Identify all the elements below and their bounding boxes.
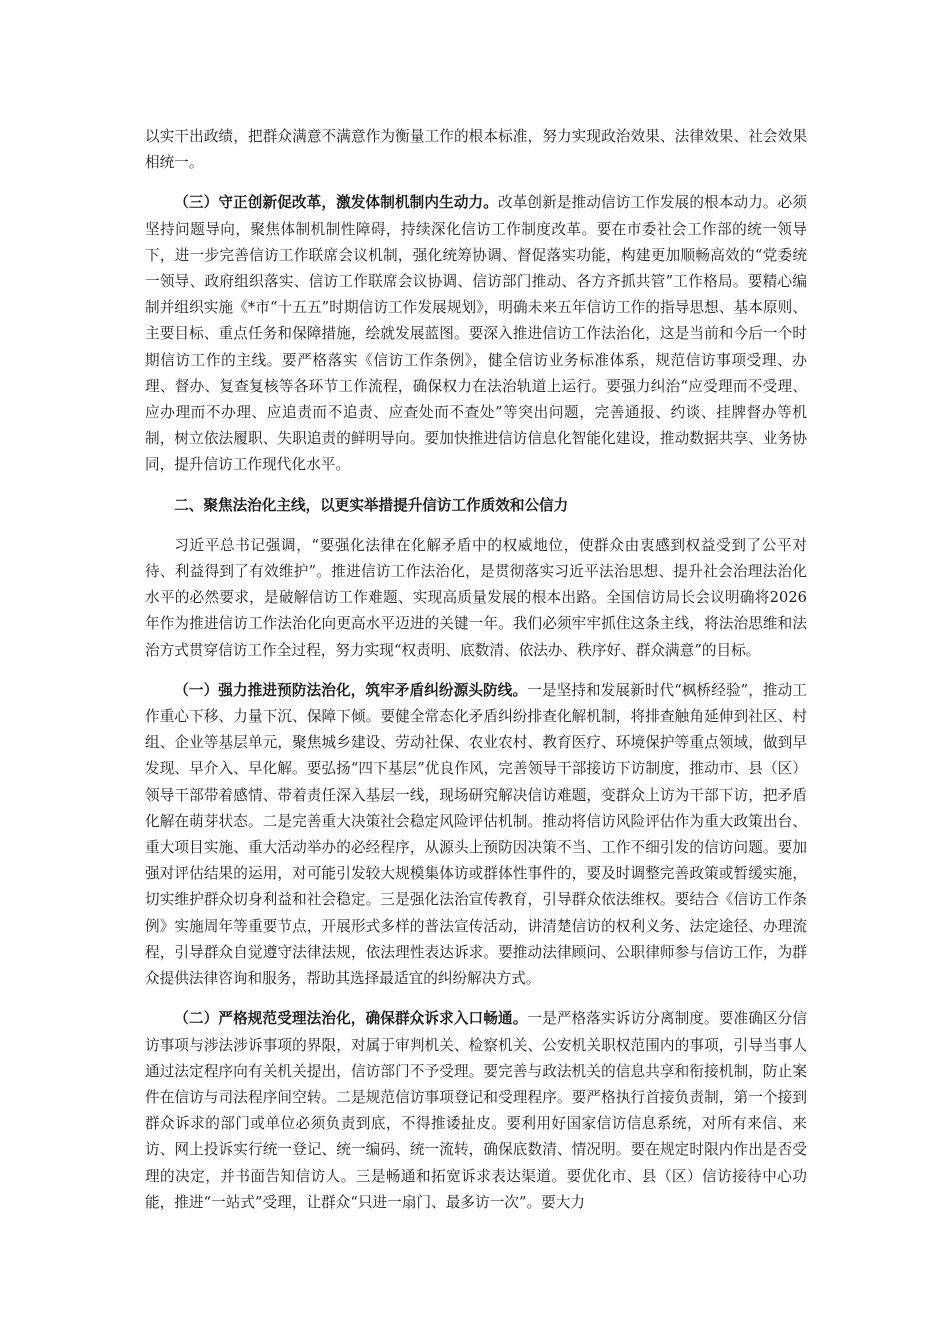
xi-quote-text: 习近平总书记强调，“要强化法律在化解矛盾中的权威地位，使群众由衷感到权益受到了公平对待、利益得到了有效维护”。推进信访工作法治化，是贯彻落实习近平法治思想、提升社会治理法治化水平的必然要求，是破解信访工作难题、实现高质量发展的根本出路。全国信访局长会议明确将2026年作为推进信访工作法治化向更高水平迈进的关键一年。我们必须牢牢抓住这条主线，将法治思维和法治方式贯穿信访工作全过程，努力实现“权责明、底数清、依法办、秩序好、群众满意”的目标。 <box>145 536 807 659</box>
intro-text: 以实干出政绩，把群众满意不满意作为衡量工作的根本标准，努力实现政治效果、法律效果、社会效果相统一。 <box>145 128 807 172</box>
intro-paragraph <box>145 124 807 176</box>
section-2-1-paragraph <box>145 678 807 992</box>
section-3-paragraph <box>145 190 807 478</box>
xi-quote-paragraph <box>145 533 807 664</box>
section-2-2-body: 一是严格落实诉访分离制度。要准确区分信访事项与涉法涉诉事项的界限，对属于审判机关、检察机关、公安机关职权范围内的事项，引导当事人通过法定程序向有关机关提出，信访部门不予受理。要完善与政法机关的信息共享和衔接机制，防止案件在信访与司法程序间空转。二是规范信访事项登记和受理程序。要严格执行首接负责制，第一个接到群众诉求的部门或单位必须负责到底，不得推诿扯皮。要利用好国家信访信息系统，对所有来信、来访、网上投诉实行统一登记、统一编码、统一流转，确保底数清、情况明。要在规定时限内作出是否受理的决定，并书面告知信访人。三是畅通和拓宽诉求表达渠道。要优化市、县（区）信访接待中心功能，推进“一站式”受理，让群众“只进一扇门、最多访一次”。要大力 <box>145 1010 808 1211</box>
section-2-2-lead: （二）严格规范受理法治化，确保群众诉求入口畅通。 <box>174 1010 528 1028</box>
section-2-1-body: 一是坚持和发展新时代“枫桥经验”，推动工作重心下移、力量下沉、保障下倾。要健全常态化矛盾纠纷排查化解机制，将排查触角延伸到社区、村组、企业等基层单元，聚焦城乡建设、劳动社保、农业农村、教育医疗、环境保护等重点领域，做到早发现、早介入、早化解。要弘扬“四下基层”优良作风，完善领导干部接访下访制度，推动市、县（区）领导干部带着感情、带着责任深入基层一线，现场研究解决信访难题，变群众上访为干部下访，把矛盾化解在萌芽状态。二是完善重大决策社会稳定风险评估机制。推动将信访风险评估作为重大政策出台、重大项目实施、重大活动举办的必经程序，从源头上预防因决策不当、工作不细引发的信访问题。要加强对评估结果的运用，对可能引发较大规模集体访或群体性事件的，要及时调整完善政策或暂缓实施，切实维护群众切身利益和社会稳定。三是强化法治宣传教育，引导群众依法维权。要结合《信访工作条例》实施周年等重要节点，开展形式多样的普法宣传活动，讲清楚信访的权利义务、法定途径、办理流程，引导群众自觉遵守法律法规，依法理性表达诉求。要推动法律顾问、公职律师参与信访工作，为群众提供法律咨询和服务，帮助其选择最适宜的纠纷解决方式。 <box>145 681 807 988</box>
section-2-2-paragraph <box>145 1006 807 1216</box>
chapter-2-heading: 二、聚焦法治化主线，以更实举措提升信访工作质效和公信力 <box>174 496 569 514</box>
section-2-1-lead: （一）强力推进预防法治化，筑牢矛盾纠纷源头防线。 <box>174 681 528 699</box>
section-3-lead: （三）守正创新促改革，激发体制机制内生动力。 <box>174 194 498 212</box>
document-page <box>145 124 807 1230</box>
section-3-body: 改革创新是推动信访工作发展的根本动力。必须坚持问题导向，聚焦体制机制性障碍，持续深化信访工作制度改革。要在市委社会工作部的统一领导下，进一步完善信访工作联席会议机制，强化统筹协调、督促落实功能，构建更加顺畅高效的“党委统一领导、政府组织落实、信访工作联席会议协调、信访部门推动、各方齐抓共管”工作格局。要精心编制并组织实施《*市“十五五”时期信访工作发展规划》，明确未来五年信访工作的指导思想、基本原则、主要目标、重点任务和保障措施，绘就发展蓝图。要深入推进信访工作法治化，这是当前和今后一个时期信访工作的主线。要严格落实《信访工作条例》，健全信访业务标准体系，规范信访事项受理、办理、督办、复查复核等各环节工作流程，确保权力在法治轨道上运行。要强力纠治“应受理而不受理、应办理而不办理、应追责而不追责、应查处而不查处”等突出问题，完善通报、约谈、挂牌督办等机制，树立依法履职、失职追责的鲜明导向。要加快推进信访信息化智能化建设，推动数据共享、业务协同，提升信访工作现代化水平。 <box>145 194 807 474</box>
